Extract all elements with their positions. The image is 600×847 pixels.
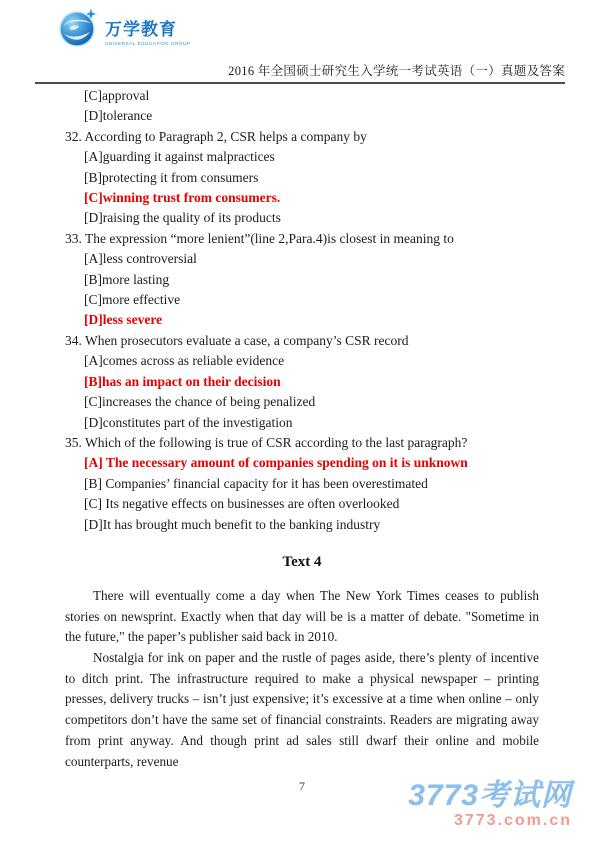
option-line: [D]constitutes part of the investigation (84, 414, 293, 430)
watermark-site-name: 3773考试网 (408, 779, 572, 812)
option-line-answer: [B]has an impact on their decision (84, 373, 281, 389)
globe-icon (58, 6, 100, 55)
option-line: [D]tolerance (84, 108, 153, 124)
option-line: [C]more effective (84, 292, 181, 308)
option-line: [C]increases the chance of being penalized (84, 394, 316, 410)
option-line: [A]less controversial (84, 251, 197, 267)
question-32 (65, 127, 539, 229)
section-heading: Text 4 (282, 553, 322, 570)
question-35 (65, 433, 539, 535)
passage-paragraph: There will eventually come a day when The New York Times ceases to publish stories on newsprint. Exactly when that day will be is a matter of debate. "Sometime in the future," the paper’s publisher said back in 2010. (65, 587, 539, 645)
option-line-answer: [C]winning trust from consumers. (84, 190, 281, 206)
option-line-answer: [A] The necessary amount of companies spending on it is unknown (84, 455, 468, 471)
question-stem: 34. When prosecutors evaluate a case, a company’s CSR record (65, 332, 409, 348)
option-line: [D]It has brought much benefit to the banking industry (84, 516, 381, 532)
option-line: [B] Companies’ financial capacity for it has been overestimated (84, 475, 428, 491)
question-list (65, 86, 539, 794)
question-33 (65, 229, 539, 331)
question-34 (65, 331, 539, 433)
question-stem: 33. The expression “more lenient”(line 2,Para.4)is closest in meaning to (65, 230, 454, 246)
logo (58, 6, 191, 55)
question-stem: 35. Which of the following is true of CSR according to the last paragraph? (65, 434, 468, 450)
watermark-site-url: 3773.com.cn (453, 812, 572, 829)
option-line: [B]more lasting (84, 271, 170, 287)
option-line: [D]raising the quality of its products (84, 210, 281, 226)
option-line: [C]approval (84, 88, 150, 103)
logo-text (105, 15, 191, 46)
logo-name-en: UNIVERSAL EDUCATION GROUP (105, 41, 191, 46)
option-line: [C] Its negative effects on businesses are often overlooked (84, 496, 400, 512)
header-title: 2016 年全国硕士研究生入学统一考试英语（一）真题及答案 (228, 64, 565, 78)
option-line: [B]protecting it from consumers (84, 169, 259, 185)
reading-passage (65, 586, 539, 772)
option-line: [A]guarding it against malpractices (84, 149, 275, 165)
page-header (35, 0, 565, 84)
passage-paragraph: Nostalgia for ink on paper and the rustle of pages aside, there’s plenty of incentive to ditch print. The infrastructure required to make a physical newspaper – printing presses, delivery trucks – isn’t just expensive; it’s excessive at a time when online – only competitors don’t have the same set of financial constraints. Readers are migrating away from print anyway. And though print ad sales still dwarf their online and mobile counterparts, revenue (65, 650, 539, 769)
logo-name-cn: 万学教育 (105, 20, 177, 39)
option-line: [A]comes across as reliable evidence (84, 353, 285, 369)
page-number: 7 (299, 779, 305, 794)
question-stem: 32. According to Paragraph 2, CSR helps a company by (65, 128, 367, 144)
option-line-answer: [D]less severe (84, 312, 163, 328)
